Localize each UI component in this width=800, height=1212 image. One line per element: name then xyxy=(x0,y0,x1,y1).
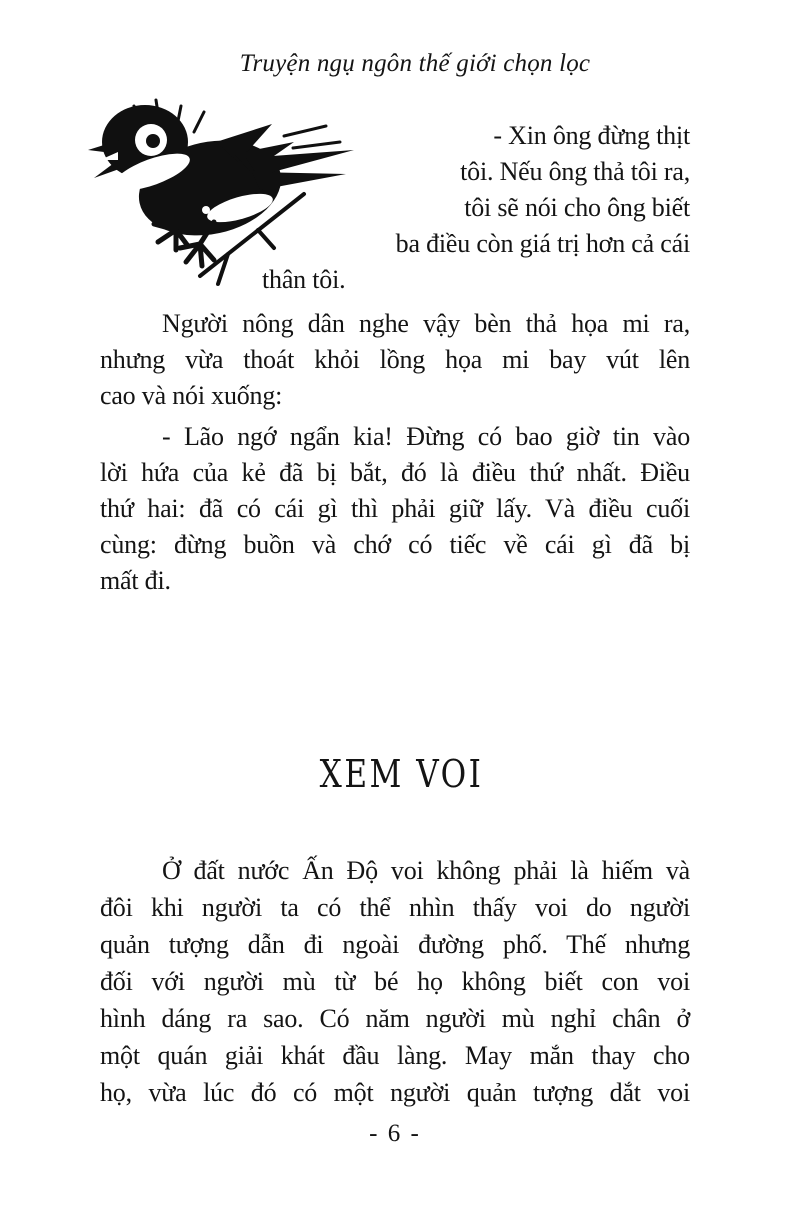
text-line: - Xin ông đừng thịt xyxy=(493,121,690,150)
page-number: - 6 - xyxy=(369,1120,421,1147)
running-header: Truyện ngụ ngôn thế giới chọn lọc xyxy=(239,50,591,77)
text-line: đối với người mù từ bé họ không biết con voi xyxy=(100,967,690,996)
text-line: thứ hai: đã có cái gì thì phải giữ lấy. Và điều cuối xyxy=(100,494,690,523)
text-line: đôi khi người ta có thể nhìn thấy voi do người xyxy=(100,893,690,922)
text-line: thân tôi. xyxy=(262,265,346,294)
farmer-paragraph xyxy=(100,306,690,414)
text-line: Người nông dân nghe vậy bèn thả họa mi ra, xyxy=(162,309,690,338)
elephant-paragraph xyxy=(100,852,690,1111)
text-line: ba điều còn giá trị hơn cả cái xyxy=(395,229,690,258)
text-line: họ, vừa lúc đó có một người quản tượng dắt voi xyxy=(100,1078,690,1107)
text-line: mất đi. xyxy=(100,566,171,595)
text-line: cùng: đừng buồn và chớ có tiếc về cái gì đã bị xyxy=(100,530,690,559)
dialogue-paragraph xyxy=(100,118,690,298)
text-line: một quán giải khát đầu làng. May mắn thay cho xyxy=(100,1041,690,1070)
text-line: Ở đất nước Ấn Độ voi không phải là hiếm và xyxy=(162,856,690,885)
text-line: tôi sẽ nói cho ông biết xyxy=(464,193,690,222)
text-line: tôi. Nếu ông thả tôi ra, xyxy=(460,157,690,186)
text-line: lời hứa của kẻ đã bị bắt, đó là điều thứ nhất. Điều xyxy=(100,458,690,487)
text-line: nhưng vừa thoát khỏi lồng họa mi bay vút lên xyxy=(100,345,690,374)
text-line: - Lão ngớ ngẩn kia! Đừng có bao giờ tin vào xyxy=(162,422,690,451)
moral-paragraph xyxy=(100,419,690,599)
text-line: cao và nói xuống: xyxy=(100,381,283,410)
text-line: quản tượng dẫn đi ngoài đường phố. Thế nhưng xyxy=(100,930,690,959)
text-line: hình dáng ra sao. Có năm người mù nghỉ chân ở xyxy=(100,1004,690,1033)
story-title: XEM VOI xyxy=(319,752,484,796)
